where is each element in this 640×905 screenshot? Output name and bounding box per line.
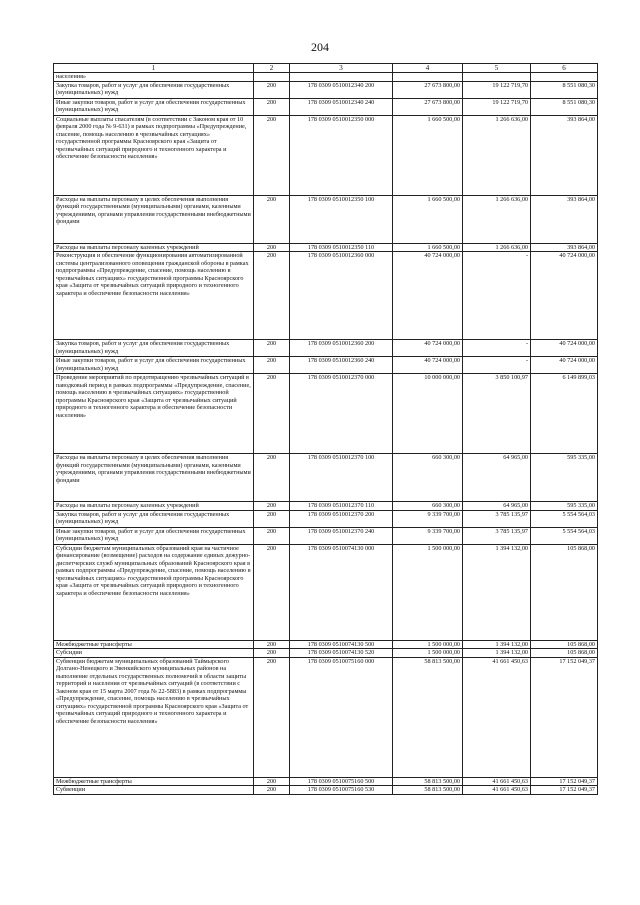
row-approved-amount: 58 813 500,00 (393, 786, 463, 795)
row-description: Расходы на выплаты персоналу в целях обеспечения выполнения функций государственными (муниципальными) органами, казенными учреждениями, органами управления государственными внебюджетными фондами (54, 454, 254, 502)
row-executed-amount: 1 266 636,00 (463, 195, 531, 243)
row-description: Расходы на выплаты персоналу в целях обеспечения выполнения функций государственными (муниципальными) органами, казенными учреждениями, органами управления государственными внебюджетными фондами (54, 195, 254, 243)
row-executed-amount: 3 850 100,97 (463, 374, 531, 454)
row-executed-amount: 64 965,00 (463, 502, 531, 511)
row-unexecuted-amount: 8 551 080,30 (531, 81, 598, 98)
table-row (54, 544, 598, 640)
row-line-code: 200 (254, 195, 290, 243)
table-row (54, 786, 598, 795)
row-unexecuted-amount: 17 152 049,37 (531, 786, 598, 795)
row-executed-amount: 1 394 132,00 (463, 640, 531, 649)
row-unexecuted-amount: 40 724 000,00 (531, 252, 598, 340)
row-executed-amount: 19 122 719,70 (463, 98, 531, 115)
row-budget-code: 178 0309 0510012370 100 (290, 454, 393, 502)
column-header-1: 1 (54, 64, 254, 73)
row-line-code: 200 (254, 649, 290, 658)
row-line-code: 200 (254, 357, 290, 374)
table-row (54, 340, 598, 357)
row-description: Субсидии бюджетам муниципальных образований края на частичное финансирование (возмещение) расходов на содержание единых дежурно-диспетчерских служб муниципальных образований Красноярского края в рамках подпрограммы «Предупреждение, спасение, помощь населению в чрезвычайных ситуациях» государственной программы Красноярского края «Защита от чрезвычайных ситуаций природного и техногенного характера и обеспечение безопасности населения» (54, 544, 254, 640)
row-unexecuted-amount: 105 868,00 (531, 640, 598, 649)
table-body (54, 64, 598, 795)
row-description: Закупка товаров, работ и услуг для обеспечения государственных (муниципальных) нужд (54, 510, 254, 527)
row-line-code: 200 (254, 243, 290, 252)
row-executed-amount: - (463, 252, 531, 340)
row-approved-amount: 1 660 500,00 (393, 243, 463, 252)
table-header-row (54, 64, 598, 73)
row-budget-code: 178 0309 0510012370 240 (290, 527, 393, 544)
row-line-code: 200 (254, 115, 290, 195)
row-unexecuted-amount: 17 152 049,37 (531, 777, 598, 786)
row-approved-amount: 10 000 000,00 (393, 374, 463, 454)
row-approved-amount: 27 673 800,00 (393, 81, 463, 98)
table-row (54, 243, 598, 252)
row-unexecuted-amount: 393 864,00 (531, 115, 598, 195)
table-row (54, 640, 598, 649)
row-budget-code: 178 0309 0510074130 520 (290, 649, 393, 658)
row-description: Иные закупки товаров, работ и услуг для обеспечения государственных (муниципальных) нужд (54, 357, 254, 374)
table-row (54, 502, 598, 511)
row-description: Межбюджетные трансферты (54, 777, 254, 786)
row-approved-amount: 1 500 000,00 (393, 640, 463, 649)
row-unexecuted-amount: 595 335,00 (531, 454, 598, 502)
row-executed-amount: 1 394 132,00 (463, 649, 531, 658)
row-unexecuted-amount: 40 724 000,00 (531, 357, 598, 374)
row-description: Закупка товаров, работ и услуг для обеспечения государственных (муниципальных) нужд (54, 340, 254, 357)
row-line-code: 200 (254, 81, 290, 98)
row-unexecuted-amount: 105 868,00 (531, 649, 598, 658)
row-budget-code: 178 0309 0510074130 500 (290, 640, 393, 649)
row-line-code (254, 73, 290, 82)
row-line-code: 200 (254, 777, 290, 786)
column-header-4: 4 (393, 64, 463, 73)
row-executed-amount (463, 73, 531, 82)
row-budget-code: 178 0309 0510012360 200 (290, 340, 393, 357)
row-approved-amount (393, 73, 463, 82)
row-executed-amount: 64 965,00 (463, 454, 531, 502)
row-executed-amount: 1 394 132,00 (463, 544, 531, 640)
table-row (54, 649, 598, 658)
row-unexecuted-amount (531, 73, 598, 82)
row-line-code: 200 (254, 502, 290, 511)
column-header-5: 5 (463, 64, 531, 73)
row-line-code: 200 (254, 544, 290, 640)
row-line-code: 200 (254, 98, 290, 115)
row-approved-amount: 1 660 500,00 (393, 115, 463, 195)
row-executed-amount: 3 785 135,97 (463, 527, 531, 544)
row-budget-code: 178 0309 0510012360 240 (290, 357, 393, 374)
row-executed-amount: 1 266 636,00 (463, 115, 531, 195)
table-row (54, 115, 598, 195)
page-number: 204 (311, 40, 329, 54)
table-row (54, 73, 598, 82)
row-executed-amount: 41 661 450,63 (463, 657, 531, 777)
row-budget-code: 178 0309 0510012360 000 (290, 252, 393, 340)
row-budget-code: 178 0309 0510012350 100 (290, 195, 393, 243)
row-approved-amount: 27 673 800,00 (393, 98, 463, 115)
row-approved-amount: 9 339 700,00 (393, 527, 463, 544)
table-row (54, 510, 598, 527)
column-header-2: 2 (254, 64, 290, 73)
row-budget-code: 178 0309 0510012370 110 (290, 502, 393, 511)
row-approved-amount: 660 300,00 (393, 454, 463, 502)
row-description: Субвенции бюджетам муниципальных образований Таймырского Долгано-Ненецкого и Эвенкийского муниципальных районов на выполнение отдельных государственных полномочий в области защиты территорий и населения от чрезвычайных ситуаций (в соответствии с Законом края от 15 марта 2007 года № 22-5883) в рамках подпрограммы «Предупреждение, спасение, помощь населению в чрезвычайных ситуациях» государственной программы Красноярского края «Защита от чрезвычайных ситуаций природного и техногенного характера и обеспечение безопасности населения» (54, 657, 254, 777)
row-budget-code: 178 0309 0510012340 240 (290, 98, 393, 115)
table-row (54, 98, 598, 115)
row-line-code: 200 (254, 374, 290, 454)
budget-execution-table (53, 63, 598, 795)
row-line-code: 200 (254, 510, 290, 527)
table-row (54, 252, 598, 340)
row-unexecuted-amount: 393 864,00 (531, 243, 598, 252)
row-budget-code: 178 0309 0510012370 200 (290, 510, 393, 527)
row-description: Субвенции (54, 786, 254, 795)
row-unexecuted-amount: 105 868,00 (531, 544, 598, 640)
row-approved-amount: 58 813 500,00 (393, 657, 463, 777)
table-row (54, 357, 598, 374)
row-executed-amount: 41 661 450,63 (463, 777, 531, 786)
row-unexecuted-amount: 393 864,00 (531, 195, 598, 243)
row-description: Иные закупки товаров, работ и услуг для обеспечения государственных (муниципальных) нужд (54, 527, 254, 544)
row-approved-amount: 9 339 700,00 (393, 510, 463, 527)
row-description: Расходы на выплаты персоналу казенных учреждений (54, 243, 254, 252)
row-approved-amount: 660 300,00 (393, 502, 463, 511)
row-executed-amount: - (463, 357, 531, 374)
row-description: Расходы на выплаты персоналу казенных учреждений (54, 502, 254, 511)
row-description: населения» (54, 73, 254, 82)
row-description: Проведение мероприятий по предотвращению чрезвычайных ситуаций в паводковый период в рамках подпрограммы «Предупреждение, спасение, помощь населению в чрезвычайных ситуациях» государственной программы Красноярского края «Защита от чрезвычайных ситуаций природного и техногенного характера и обеспечение безопасности населения» (54, 374, 254, 454)
row-unexecuted-amount: 595 335,00 (531, 502, 598, 511)
row-budget-code (290, 73, 393, 82)
row-unexecuted-amount: 8 551 080,30 (531, 98, 598, 115)
row-budget-code: 178 0309 0510074130 000 (290, 544, 393, 640)
row-unexecuted-amount: 6 149 899,03 (531, 374, 598, 454)
row-budget-code: 178 0309 0510012370 000 (290, 374, 393, 454)
row-approved-amount: 40 724 000,00 (393, 340, 463, 357)
column-header-3: 3 (290, 64, 393, 73)
row-line-code: 200 (254, 454, 290, 502)
row-line-code: 200 (254, 527, 290, 544)
row-description: Субсидии (54, 649, 254, 658)
row-unexecuted-amount: 40 724 000,00 (531, 340, 598, 357)
row-budget-code: 178 0309 0510075160 500 (290, 777, 393, 786)
row-budget-code: 178 0309 0510012340 200 (290, 81, 393, 98)
row-unexecuted-amount: 5 554 564,03 (531, 510, 598, 527)
row-executed-amount: 19 122 719,70 (463, 81, 531, 98)
table-row (54, 777, 598, 786)
row-budget-code: 178 0309 0510075160 000 (290, 657, 393, 777)
table-row (54, 81, 598, 98)
row-approved-amount: 1 500 000,00 (393, 544, 463, 640)
column-header-6: 6 (531, 64, 598, 73)
row-executed-amount: 3 785 135,97 (463, 510, 531, 527)
row-unexecuted-amount: 5 554 564,03 (531, 527, 598, 544)
table-row (54, 454, 598, 502)
row-unexecuted-amount: 17 152 049,37 (531, 657, 598, 777)
row-approved-amount: 1 500 000,00 (393, 649, 463, 658)
row-line-code: 200 (254, 252, 290, 340)
row-description: Закупка товаров, работ и услуг для обеспечения государственных (муниципальных) нужд (54, 81, 254, 98)
row-description: Реконструкция и обеспечение функционирования автоматизированной системы централизованного оповещения гражданской обороны в рамках подпрограммы «Предупреждение, спасение, помощь населению в чрезвычайных ситуациях» государственной программы Красноярского края «Защита от чрезвычайных ситуаций природного и техногенного характера и обеспечение безопасности населения» (54, 252, 254, 340)
row-line-code: 200 (254, 640, 290, 649)
row-approved-amount: 1 660 500,00 (393, 195, 463, 243)
row-executed-amount: 1 266 636,00 (463, 243, 531, 252)
row-approved-amount: 40 724 000,00 (393, 357, 463, 374)
row-approved-amount: 40 724 000,00 (393, 252, 463, 340)
table-row (54, 527, 598, 544)
row-line-code: 200 (254, 657, 290, 777)
table-row (54, 374, 598, 454)
row-description: Социальные выплаты спасателям (в соответствии с Законом края от 10 февраля 2000 года № 9-631) в рамках подпрограммы «Предупреждение, спасение, помощь населению в чрезвычайных ситуациях» государственной программы Красноярского края «Защита от чрезвычайных ситуаций природного и техногенного характера и обеспечение безопасности населения» (54, 115, 254, 195)
row-approved-amount: 58 813 500,00 (393, 777, 463, 786)
row-line-code: 200 (254, 786, 290, 795)
row-budget-code: 178 0309 0510012350 110 (290, 243, 393, 252)
row-executed-amount: 41 661 450,63 (463, 786, 531, 795)
row-line-code: 200 (254, 340, 290, 357)
row-description: Межбюджетные трансферты (54, 640, 254, 649)
table-row (54, 195, 598, 243)
row-budget-code: 178 0309 0510075160 530 (290, 786, 393, 795)
row-executed-amount: - (463, 340, 531, 357)
table-row (54, 657, 598, 777)
row-budget-code: 178 0309 0510012350 000 (290, 115, 393, 195)
row-description: Иные закупки товаров, работ и услуг для обеспечения государственных (муниципальных) нужд (54, 98, 254, 115)
